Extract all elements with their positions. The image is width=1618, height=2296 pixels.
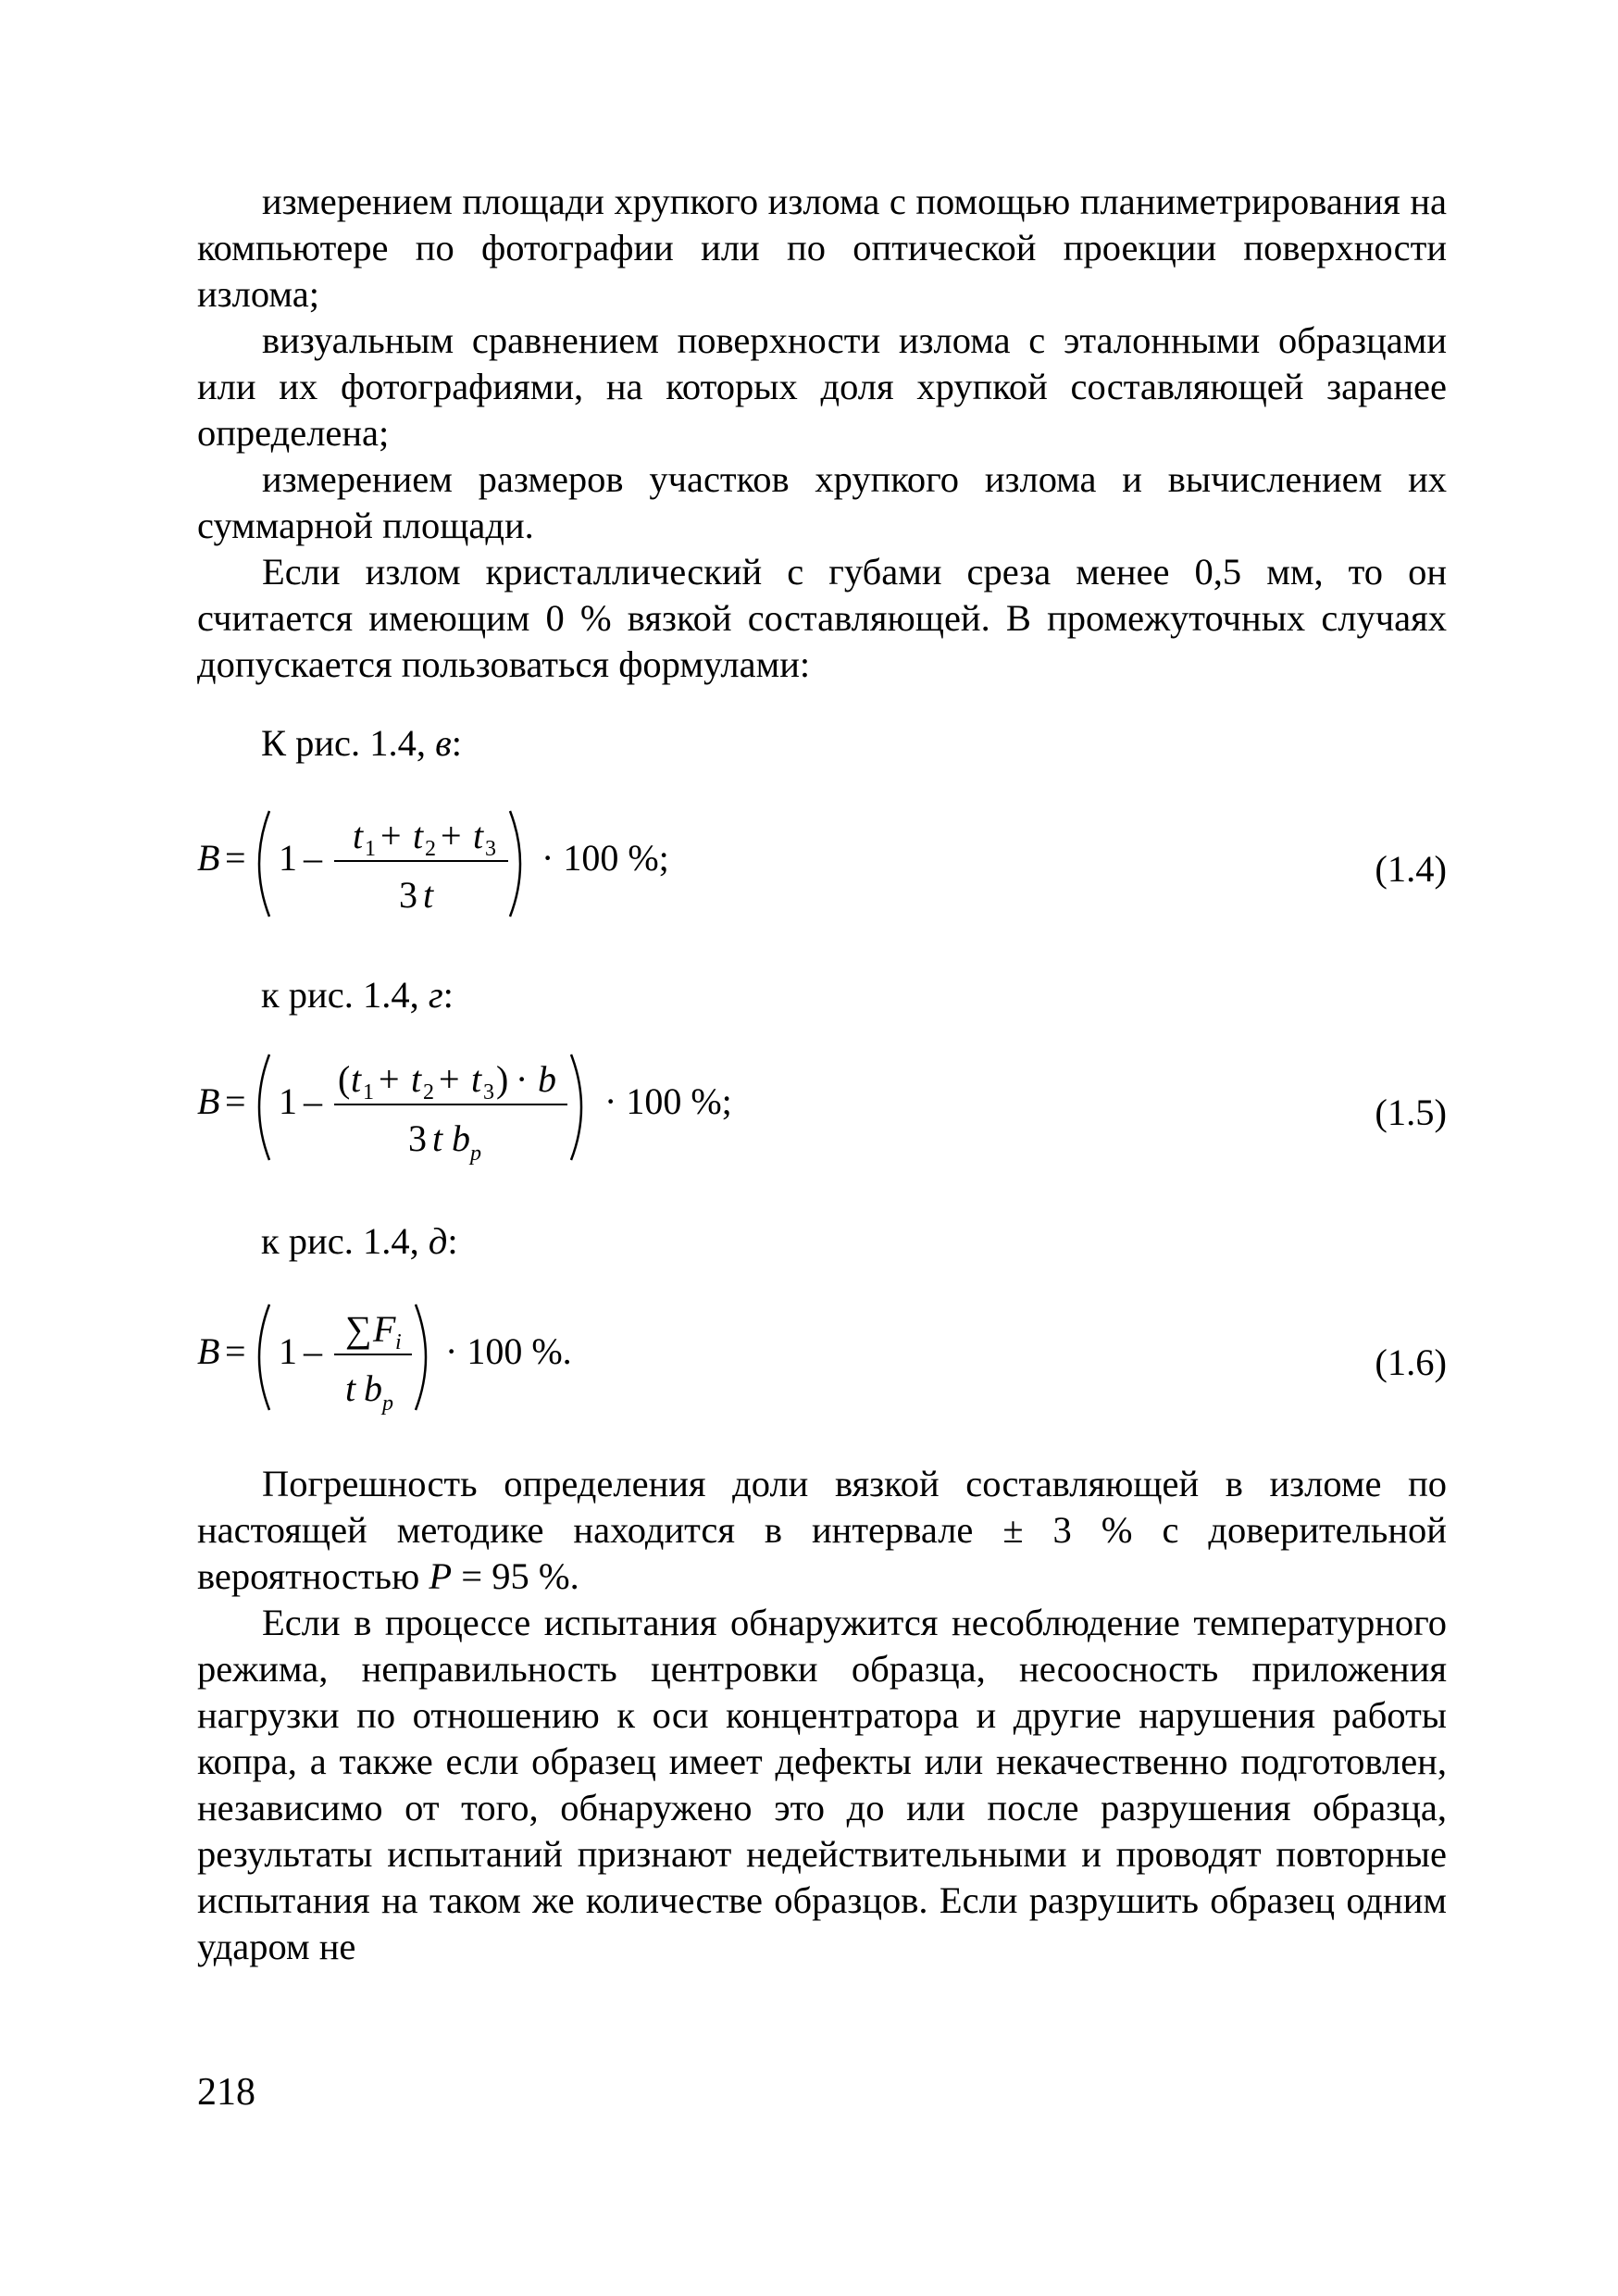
svg-text:=: =	[225, 1080, 246, 1122]
paragraph: измерением площади хрупкого излома с помощью планиметрирования на компьютере по фотографии или по оптической проекции поверхности излома;	[197, 181, 1447, 315]
figure-ref-d: к рис. 1.4, д:	[261, 1220, 458, 1262]
svg-text:1: 1	[279, 1080, 297, 1122]
svg-text:·: ·	[516, 1058, 529, 1100]
svg-text:): )	[496, 1058, 509, 1100]
svg-text:· 100 %.: · 100 %.	[445, 1330, 572, 1372]
paragraph: Если излом кристаллический с губами среза менее 0,5 мм, то он считается имеющим 0 % вязкой составляющей. В промежуточных случаях допускается пользоваться формулами:	[197, 551, 1447, 685]
svg-text:t: t	[345, 1367, 356, 1409]
svg-text:3: 3	[408, 1117, 427, 1159]
svg-text:t: t	[353, 815, 364, 856]
text-block-top	[197, 179, 1447, 688]
svg-text:=: =	[225, 837, 246, 879]
svg-text:1: 1	[279, 837, 297, 879]
svg-text:b: b	[538, 1058, 556, 1100]
svg-text:–: –	[304, 837, 322, 879]
svg-text:(: (	[338, 1058, 351, 1100]
paragraph: Погрешность определения доли вязкой составляющей в изломе по настоящей методике находится в интервале ± 3 % с доверительной вероятностью P = 95 %.	[197, 1463, 1447, 1597]
svg-text:p: p	[382, 1391, 393, 1416]
svg-text:1: 1	[365, 837, 376, 861]
svg-text:t: t	[423, 874, 434, 916]
svg-text:t: t	[411, 1058, 422, 1100]
svg-text:–: –	[304, 1080, 322, 1122]
formula-1-4-graphic	[197, 805, 1030, 944]
svg-text:t: t	[413, 815, 424, 856]
svg-text:1: 1	[279, 1330, 297, 1372]
svg-text:F: F	[373, 1308, 396, 1350]
formula-1-5-graphic	[197, 1049, 1030, 1188]
svg-text:t: t	[471, 1058, 482, 1100]
svg-text:b: b	[364, 1367, 382, 1409]
paragraph: визуальным сравнением поверхности излома с эталонными образцами или их фотографиями, на которых доля хрупкой составляющей заранее определена;	[197, 319, 1447, 454]
svg-text:3: 3	[485, 837, 496, 861]
equation-number: (1.6)	[1375, 1341, 1447, 1383]
paragraph: Если в процессе испытания обнаружится несоблюдение температурного режима, неправильность центровки образца, несоосность приложения нагрузки по отношению к оси концентратора и другие нарушения работы копра, а также если образец имеет дефекты или некачественно подготовлен, независимо от того, обнаружено это до или после разрушения образца, результаты испытаний признают недействительными и проводят повторные испытания на таком же количестве образцов. Если разрушить образец одним ударом не	[197, 1602, 1447, 1967]
svg-text:B: B	[197, 837, 220, 879]
svg-text:b: b	[452, 1117, 470, 1159]
svg-text:∑: ∑	[345, 1308, 372, 1350]
paragraph: измерением размеров участков хрупкого излома и вычислением их суммарной площади.	[197, 458, 1447, 546]
figure-ref-g: к рис. 1.4, г:	[261, 974, 454, 1016]
svg-text:t: t	[432, 1117, 443, 1159]
svg-text:p: p	[470, 1142, 481, 1166]
svg-text:=: =	[225, 1330, 246, 1372]
svg-text:t: t	[351, 1058, 362, 1100]
text-block-bottom	[197, 1461, 1447, 1970]
svg-text:· 100 %;: · 100 %;	[604, 1080, 732, 1122]
equation-number: (1.5)	[1375, 1092, 1447, 1133]
svg-text:· 100 %;: · 100 %;	[541, 837, 669, 879]
page-number: 218	[197, 2071, 255, 2114]
svg-text:B: B	[197, 1330, 220, 1372]
svg-text:3: 3	[399, 874, 417, 916]
svg-text:+: +	[380, 815, 402, 856]
formula-1-6-graphic	[197, 1299, 1030, 1438]
svg-text:–: –	[304, 1330, 322, 1372]
svg-text:i: i	[395, 1330, 402, 1354]
svg-text:+: +	[441, 815, 462, 856]
svg-text:2: 2	[423, 1080, 434, 1104]
svg-text:1: 1	[363, 1080, 374, 1104]
equation-number: (1.4)	[1375, 848, 1447, 890]
svg-text:2: 2	[425, 837, 436, 861]
formula-1-4	[197, 805, 1447, 944]
svg-text:+: +	[439, 1058, 460, 1100]
svg-text:B: B	[197, 1080, 220, 1122]
formula-1-6	[197, 1299, 1447, 1438]
svg-text:t: t	[473, 815, 484, 856]
svg-text:+: +	[379, 1058, 400, 1100]
figure-ref-v: К рис. 1.4, в:	[261, 722, 463, 764]
svg-text:3: 3	[483, 1080, 494, 1104]
formula-1-5	[197, 1049, 1447, 1188]
